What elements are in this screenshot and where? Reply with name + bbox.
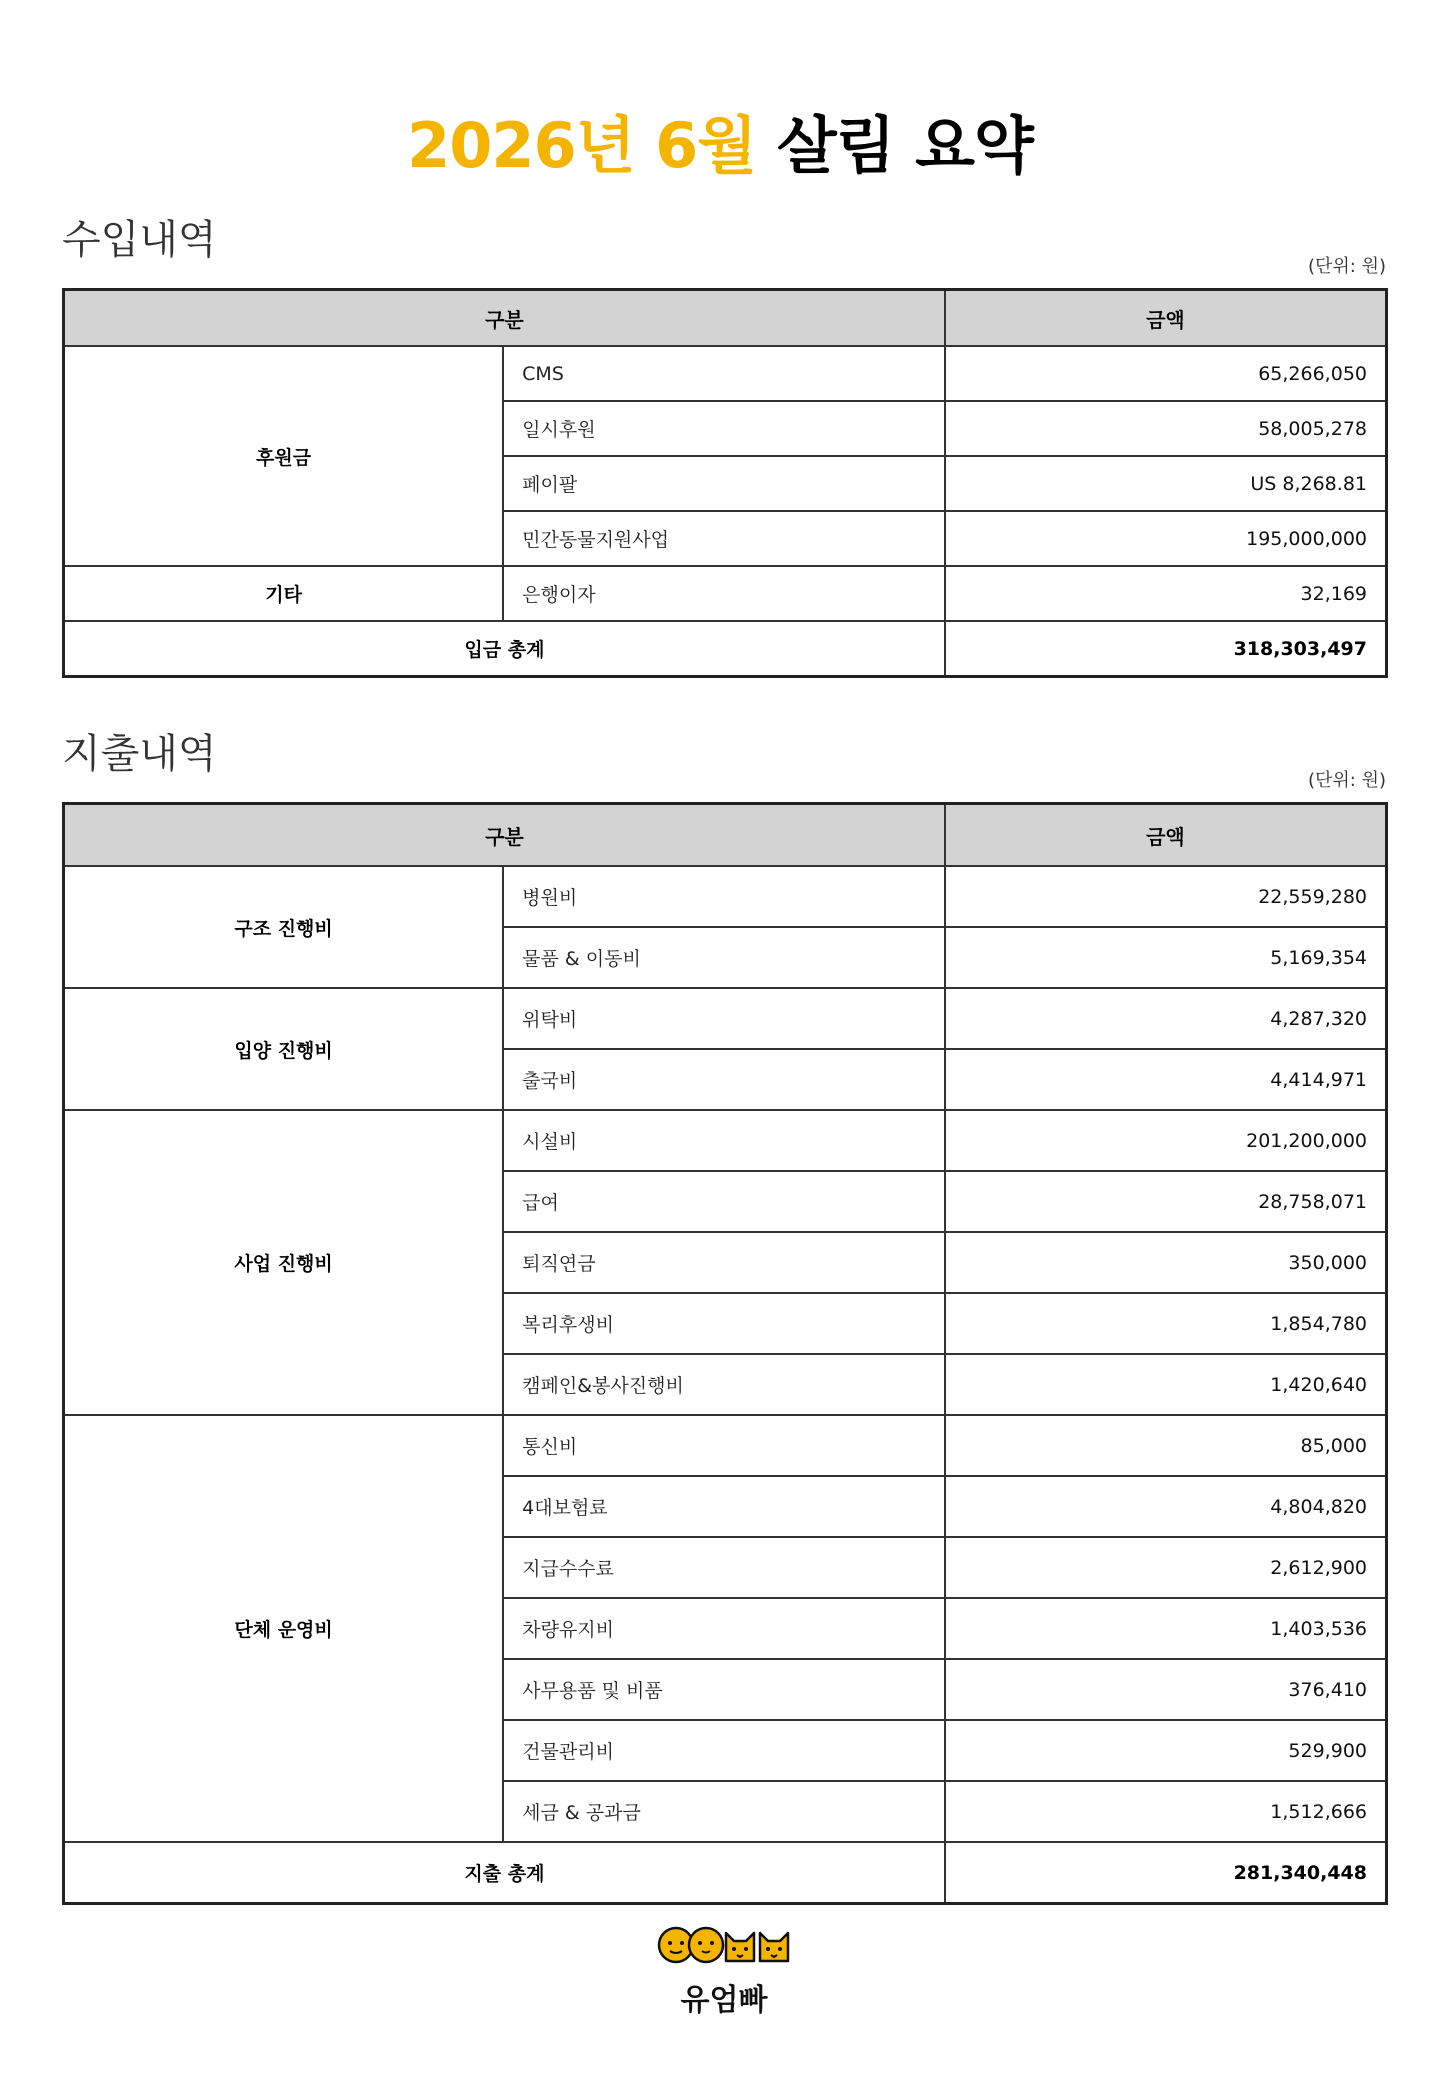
category-cell: 기타 <box>64 566 504 621</box>
total-row <box>64 1842 1387 1904</box>
total-label: 입금 총계 <box>64 621 945 677</box>
header-amount: 금액 <box>945 804 1387 867</box>
title-year-month: 2026년 6월 <box>407 109 757 182</box>
amount-cell: 58,005,278 <box>945 401 1387 456</box>
item-cell: 페이팔 <box>503 456 945 511</box>
item-cell: 급여 <box>503 1171 945 1232</box>
amount-cell: 28,758,071 <box>945 1171 1387 1232</box>
item-cell: 민간동물지원사업 <box>503 511 945 566</box>
item-cell: 캠페인&봉사진행비 <box>503 1354 945 1415</box>
amount-cell: 4,414,971 <box>945 1049 1387 1110</box>
item-cell: 은행이자 <box>503 566 945 621</box>
item-cell: 통신비 <box>503 1415 945 1476</box>
category-cell: 입양 진행비 <box>64 988 504 1110</box>
logo-text: 유엄빠 <box>680 1983 768 2018</box>
total-amount: 318,303,497 <box>945 621 1387 677</box>
expense-unit-note: (단위: 원) <box>1308 770 1386 791</box>
amount-cell: 1,403,536 <box>945 1598 1387 1659</box>
item-cell: 건물관리비 <box>503 1720 945 1781</box>
item-cell: 지급수수료 <box>503 1537 945 1598</box>
table-row <box>64 866 1387 927</box>
item-cell: 사무용품 및 비품 <box>503 1659 945 1720</box>
item-cell: CMS <box>503 346 945 401</box>
amount-cell: 2,612,900 <box>945 1537 1387 1598</box>
item-cell: 일시후원 <box>503 401 945 456</box>
amount-cell: 4,287,320 <box>945 988 1387 1049</box>
org-logo <box>656 1925 792 2018</box>
category-cell: 사업 진행비 <box>64 1110 504 1415</box>
amount-cell: 1,854,780 <box>945 1293 1387 1354</box>
table-header-row <box>64 290 1387 347</box>
header-category: 구분 <box>64 804 945 867</box>
item-cell: 차량유지비 <box>503 1598 945 1659</box>
item-cell: 복리후생비 <box>503 1293 945 1354</box>
table-row <box>64 346 1387 401</box>
amount-cell: US 8,268.81 <box>945 456 1387 511</box>
income-unit-note: (단위: 원) <box>1308 256 1386 277</box>
animal-faces-icon <box>656 1925 792 1975</box>
table-row <box>64 566 1387 621</box>
total-row <box>64 621 1387 677</box>
income-table <box>62 288 1388 678</box>
amount-cell: 85,000 <box>945 1415 1387 1476</box>
header-amount: 금액 <box>945 290 1387 347</box>
amount-cell: 201,200,000 <box>945 1110 1387 1171</box>
page-title <box>0 96 1440 185</box>
category-cell: 구조 진행비 <box>64 866 504 988</box>
amount-cell: 4,804,820 <box>945 1476 1387 1537</box>
item-cell: 출국비 <box>503 1049 945 1110</box>
total-amount: 281,340,448 <box>945 1842 1387 1904</box>
amount-cell: 195,000,000 <box>945 511 1387 566</box>
item-cell: 세금 & 공과금 <box>503 1781 945 1842</box>
income-heading: 수입내역 <box>62 217 217 263</box>
item-cell: 위탁비 <box>503 988 945 1049</box>
total-label: 지출 총계 <box>64 1842 945 1904</box>
item-cell: 병원비 <box>503 866 945 927</box>
category-cell: 후원금 <box>64 346 504 566</box>
item-cell: 물품 & 이동비 <box>503 927 945 988</box>
amount-cell: 529,900 <box>945 1720 1387 1781</box>
amount-cell: 32,169 <box>945 566 1387 621</box>
item-cell: 퇴직연금 <box>503 1232 945 1293</box>
expense-heading: 지출내역 <box>62 731 217 777</box>
amount-cell: 22,559,280 <box>945 866 1387 927</box>
header-category: 구분 <box>64 290 945 347</box>
amount-cell: 376,410 <box>945 1659 1387 1720</box>
item-cell: 4대보험료 <box>503 1476 945 1537</box>
table-header-row <box>64 804 1387 867</box>
amount-cell: 65,266,050 <box>945 346 1387 401</box>
title-rest: 살림 요약 <box>756 109 1033 182</box>
table-row <box>64 988 1387 1049</box>
expense-table <box>62 802 1388 1905</box>
amount-cell: 350,000 <box>945 1232 1387 1293</box>
item-cell: 시설비 <box>503 1110 945 1171</box>
category-cell: 단체 운영비 <box>64 1415 504 1842</box>
amount-cell: 5,169,354 <box>945 927 1387 988</box>
table-row <box>64 1415 1387 1476</box>
amount-cell: 1,420,640 <box>945 1354 1387 1415</box>
amount-cell: 1,512,666 <box>945 1781 1387 1842</box>
table-row <box>64 1110 1387 1171</box>
